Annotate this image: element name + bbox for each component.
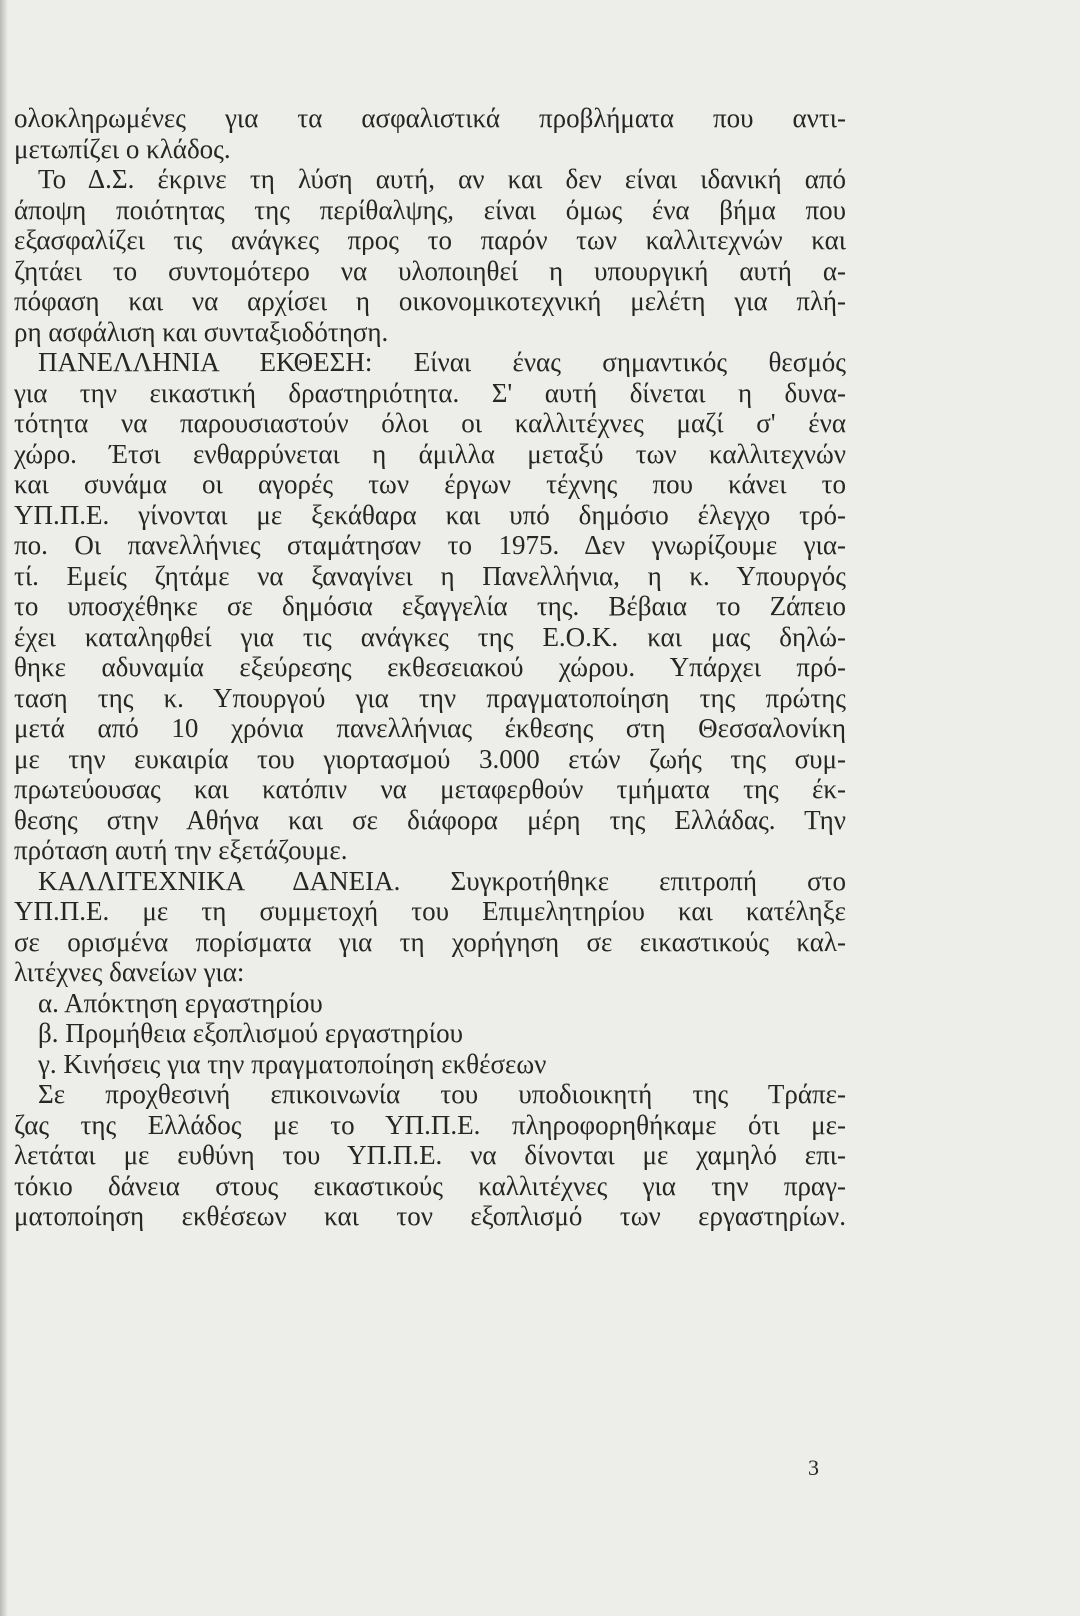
text-line: έχει καταληφθεί για τις ανάγκες της Ε.Ο.Κ. και μας δηλώ-	[14, 621, 846, 652]
text-line: χώρο. Έτσι ενθαρρύνεται η άμιλλα μεταξύ των καλλιτεχνών	[14, 438, 846, 469]
section-heading-artistic-loans: ΚΑΛΛΙΤΕΧΝΙΚΑ ΔΑΝΕΙΑ. Συγκροτήθηκε επιτροπή στο	[38, 865, 846, 896]
text-line: μετωπίζει ο κλάδος.	[14, 133, 231, 164]
text-line: και συνάμα οι αγορές των έργων τέχνης που κάνει το	[14, 469, 846, 499]
list-item: β. Προμήθεια εξοπλισμού εργαστηρίου	[38, 1018, 463, 1048]
text-line: σε ορισμένα πορίσματα για τη χορήγηση σε εικαστικούς καλ-	[14, 926, 846, 957]
text-line: θηκε αδυναμία εξεύρεσης εκθεσειακού χώρου. Υπάρχει πρό-	[14, 652, 846, 682]
text-line: πρωτεύουσας και κατόπιν να μεταφερθούν τμήματα της έκ-	[14, 774, 846, 804]
section-heading-panhellenic-exhibition: ΠΑΝΕΛΛΗΝΙΑ ΕΚΘΕΣΗ: Είναι ένας σημαντικός θεσμός	[38, 347, 846, 377]
page-number: 3	[808, 1455, 819, 1480]
text-line: πόφαση και να αρχίσει η οικονομικοτεχνική μελέτη για πλή-	[14, 286, 846, 316]
text-line: πο. Οι πανελλήνιες σταμάτησαν το 1975. Δεν γνωρίζουμε για-	[14, 530, 846, 560]
text-line: λετάται με ευθύνη του ΥΠ.Π.Ε. να δίνονται με χαμηλό επι-	[14, 1140, 846, 1170]
text-line: Σε προχθεσινή επικοινωνία του υποδιοικητή της Τράπε-	[38, 1079, 846, 1109]
text-line: ΥΠ.Π.Ε. με τη συμμετοχή του Επιμελητηρίου και κατέληξε	[14, 896, 846, 926]
text-line: ΥΠ.Π.Ε. γίνονται με ξεκάθαρα και υπό δημόσιο έλεγχο τρό-	[14, 499, 846, 530]
text-line: ολοκληρωμένες για τα ασφαλιστικά προβλήματα που αντι-	[14, 103, 846, 133]
text-line: τί. Εμείς ζητάμε να ξαναγίνει η Πανελλήνια, η κ. Υπουργός	[14, 560, 846, 591]
list-item: γ. Κινήσεις για την πραγματοποίηση εκθέσεων	[38, 1048, 547, 1079]
text-line: για την εικαστική δραστηριότητα. Σ' αυτή δίνεται η δυνα-	[14, 377, 846, 408]
text-line: Το Δ.Σ. έκρινε τη λύση αυτή, αν και δεν είναι ιδανική από	[38, 164, 846, 194]
text-line: λιτέχνες δανείων για:	[14, 957, 245, 987]
text-line: τότητα να παρουσιαστούν όλοι οι καλλιτέχνες μαζί σ' ένα	[14, 408, 846, 438]
text-line: με την ευκαιρία του γιορτασμού 3.000 ετών ζωής της συμ-	[14, 743, 846, 774]
text-line: άποψη ποιότητας της περίθαλψης, είναι όμως ένα βήμα που	[14, 194, 846, 225]
body-text	[14, 103, 846, 1232]
page-edge-shadow	[0, 0, 8, 1616]
text-line: τόκιο δάνεια στους εικαστικούς καλλιτέχνες για την πραγ-	[14, 1170, 846, 1201]
text-line: πρόταση αυτή την εξετάζουμε.	[14, 835, 348, 865]
text-line: μετά από 10 χρόνια πανελλήνιας έκθεσης στη Θεσσαλονίκη	[14, 713, 846, 743]
text-line: ζητάει το συντομότερο να υλοποιηθεί η υπουργική αυτή α-	[14, 255, 846, 286]
text-line: το υποσχέθηκε σε δημόσια εξαγγελία της. Βέβαια το Ζάπειο	[14, 591, 846, 621]
text-line: ματοποίηση εκθέσεων και τον εξοπλισμό των εργαστηρίων.	[14, 1201, 846, 1231]
text-line: εξασφαλίζει τις ανάγκες προς το παρόν των καλλιτεχνών και	[14, 225, 846, 255]
text-line: θεσης στην Αθήνα και σε διάφορα μέρη της Ελλάδας. Την	[14, 804, 846, 835]
text-line: ταση της κ. Υπουργού για την πραγματοποίηση της πρώτης	[14, 682, 846, 713]
list-item: α. Απόκτηση εργαστηρίου	[38, 987, 323, 1018]
text-line: ρη ασφάλιση και συνταξιοδότηση.	[14, 316, 389, 347]
text-line: ζας της Ελλάδος με το ΥΠ.Π.Ε. πληροφορηθήκαμε ότι με-	[14, 1109, 846, 1140]
